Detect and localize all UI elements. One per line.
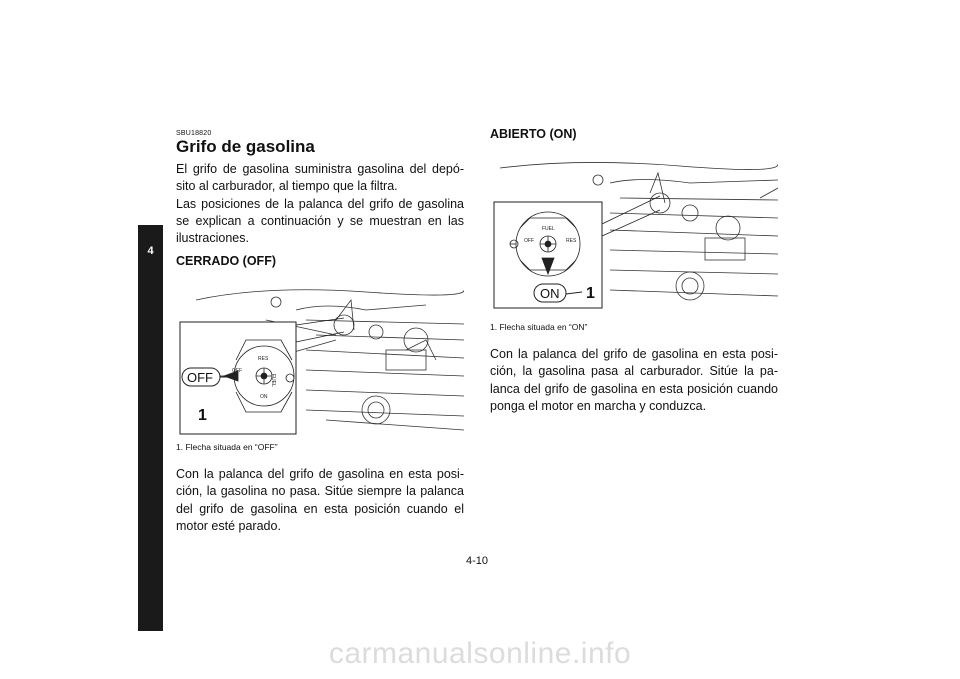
intro-paragraph: El grifo de gasolina suministra gasolina del depó-sito al carburador, al tiempo que la filtra. — [176, 162, 464, 194]
dial-res-label: RES — [258, 356, 269, 362]
intro-paragraph-2: Las posiciones de la palanca del grifo de gasolina se explican a continuación y se muestran en las ilustraciones. — [176, 196, 464, 246]
page-number: 4-10 — [466, 555, 489, 567]
left-column — [176, 130, 464, 270]
off-callout: OFF — [187, 370, 213, 385]
dial-off-label: OFF — [232, 368, 242, 374]
section-code: SBU18820 — [176, 130, 212, 137]
callout-number-on: 1 — [586, 285, 595, 302]
dial-fuel-label: FUEL — [270, 374, 276, 387]
figure-on-illustration — [490, 158, 778, 313]
dial-res-label-on: RES — [566, 238, 577, 244]
chapter-number: 4 — [147, 245, 154, 257]
on-callout: ON — [540, 286, 560, 301]
chapter-tab — [138, 225, 163, 631]
figure-on-caption: 1. Flecha situada en “ON” — [490, 322, 588, 332]
callout-number: 1 — [198, 407, 207, 424]
figure-off-caption: 1. Flecha situada en “OFF” — [176, 442, 278, 452]
dial-fuel-label-on: FUEL — [542, 226, 555, 232]
dial-off-label-on: OFF — [524, 238, 534, 244]
figure-on — [490, 158, 778, 313]
on-heading: ABIERTO (ON) — [490, 127, 577, 141]
on-description: Con la palanca del grifo de gasolina en esta posi-ción, la gasolina pasa al carburador. Sitúe la pa-lanca del grifo de gasolina en esta posición cuando ponga el motor en marcha y conduzca. — [490, 347, 778, 413]
figure-off — [176, 280, 464, 438]
figure-off-illustration — [176, 280, 464, 438]
off-heading: CERRADO (OFF) — [176, 254, 276, 269]
dial-on-label: ON — [260, 394, 268, 400]
section-title: Grifo de gasolina — [176, 137, 315, 156]
off-description: Con la palanca del grifo de gasolina en esta posi-ción, la gasolina no pasa. Sitúe siempre la palanca del grifo de gasolina en esta posición cuando el motor esté parado. — [176, 467, 464, 533]
watermark: carmanualsonline.info — [328, 637, 632, 670]
